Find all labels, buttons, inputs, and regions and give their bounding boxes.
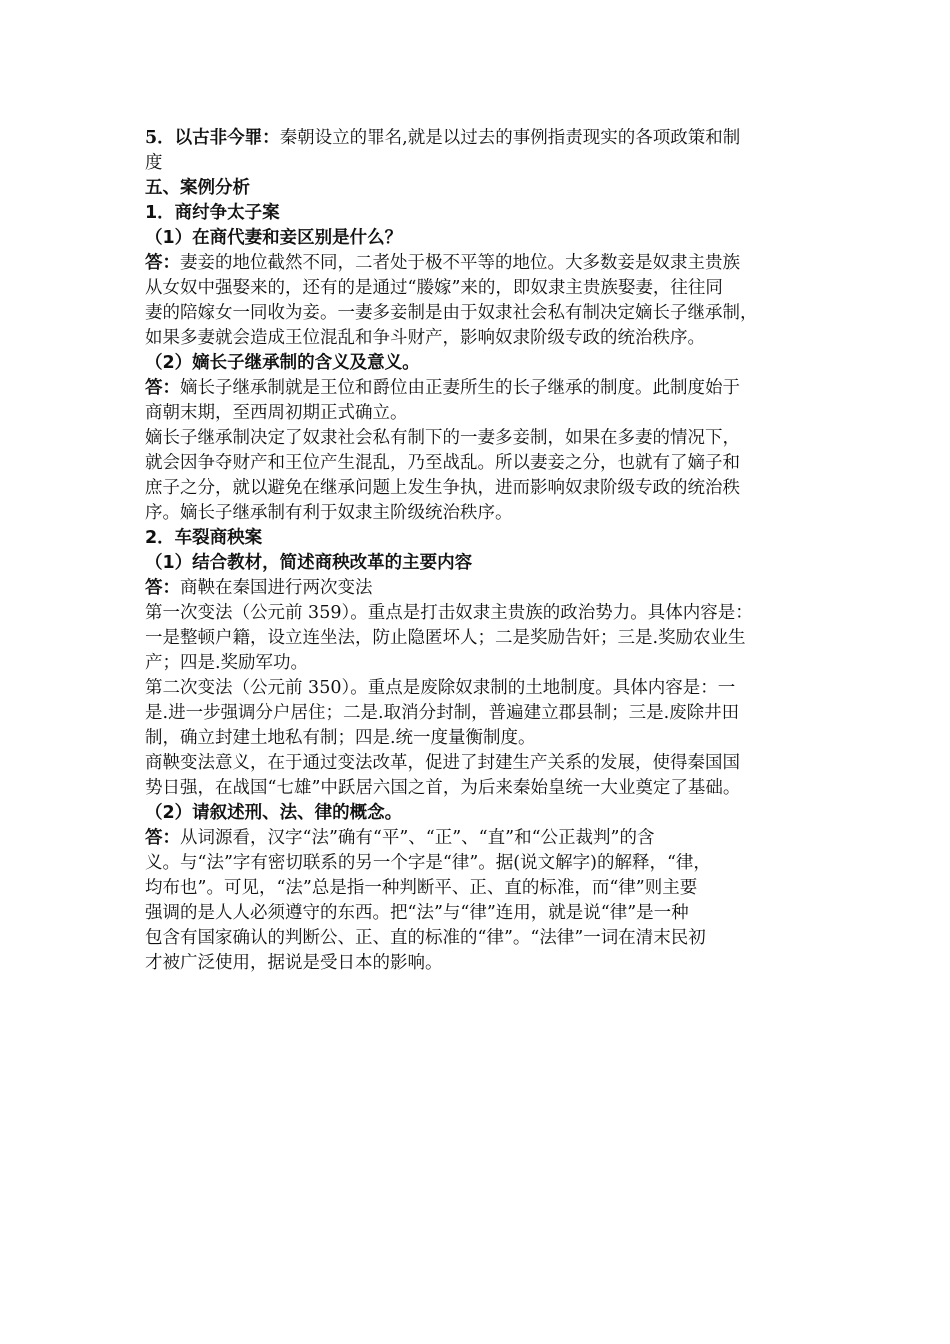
term-label: 5．以古非今罪： xyxy=(145,128,280,148)
question-heading: （2）嫡长子继承制的含义及意义。 xyxy=(145,353,420,373)
case-heading: 1．商纣争太子案 xyxy=(145,203,280,223)
text-line: 强调的是人人必须遵守的东西。把“法”与“律”连用，就是说“律”是一种 xyxy=(145,903,689,923)
text-line: 从女奴中强娶来的，还有的是通过“媵嫁”来的，即奴隶主贵族娶妻，往往同 xyxy=(145,278,723,298)
answer-label: 答： xyxy=(145,253,180,273)
answer-label: 答： xyxy=(145,578,180,598)
text-line: 从词源看，汉字“法”确有“平”、“正”、“直”和“公正裁判”的含 xyxy=(180,828,655,848)
text-line: 妻的陪嫁女一同收为妾。一妻多妾制是由于奴隶社会私有制决定嫡长子继承制， xyxy=(145,303,758,323)
text-line: 第一次变法（公元前 359）。重点是打击奴隶主贵族的政治势力。具体内容是： xyxy=(145,603,753,623)
text-line: 秦朝设立的罪名,就是以过去的事例指责现实的各项政策和制 xyxy=(279,128,741,148)
text-line: 义。与“法”字有密切联系的另一个字是“律”。据(说文解字)的解释，“律， xyxy=(145,853,711,873)
document-body xyxy=(145,126,810,976)
answer-label: 答： xyxy=(145,378,180,398)
question-heading: （2）请叙述刑、法、律的概念。 xyxy=(145,803,403,823)
answer-paragraph xyxy=(145,251,810,351)
text-line: 嫡长子继承制决定了奴隶社会私有制下的一妻多妾制，如果在多妻的情况下， xyxy=(145,428,740,448)
answer-paragraph xyxy=(145,576,810,801)
text-line: 商鞅变法意义，在于通过变法改革，促进了封建生产关系的发展，使得秦国国 xyxy=(145,753,740,773)
case-heading: 2．车裂商秧案 xyxy=(145,528,263,548)
text-line: 均布也”。可见，“法”总是指一种判断平、正、直的标准，而“律”则主要 xyxy=(145,878,698,898)
text-line: 妻妾的地位截然不同，二者处于极不平等的地位。大多数妾是奴隶主贵族 xyxy=(180,253,740,273)
text-line: 庶子之分，就以避免在继承问题上发生争执，进而影响奴隶阶级专政的统治秩 xyxy=(145,478,740,498)
text-line: 嫡长子继承制就是王位和爵位由正妻所生的长子继承的制度。此制度始于 xyxy=(180,378,740,398)
text-line: 产；四是.奖励军功。 xyxy=(145,653,309,673)
text-line: 才被广泛使用，据说是受日本的影响。 xyxy=(145,953,443,973)
text-line: 商鞅在秦国进行两次变法 xyxy=(180,578,373,598)
text-line: 如果多妻就会造成王位混乱和争斗财产，影响奴隶阶级专政的统治秩序。 xyxy=(145,328,705,348)
answer-paragraph xyxy=(145,826,810,976)
text-line: 第二次变法（公元前 350）。重点是废除奴隶制的土地制度。具体内容是：一 xyxy=(145,678,736,698)
text-line: 就会因争夺财产和王位产生混乱，乃至战乱。所以妻妾之分，也就有了嫡子和 xyxy=(145,453,740,473)
text-line: 一是整顿户籍，设立连坐法，防止隐匿坏人；二是奖励告奸；三是.奖励农业生 xyxy=(145,628,746,648)
term-paragraph xyxy=(145,126,810,176)
answer-paragraph xyxy=(145,376,810,526)
text-line: 是.进一步强调分户居住；二是.取消分封制，普遍建立郡县制；三是.废除井田 xyxy=(145,703,740,723)
text-line: 度 xyxy=(145,153,163,173)
text-line: 序。嫡长子继承制有利于奴隶主阶级统治秩序。 xyxy=(145,503,513,523)
question-heading: （1）结合教材，简述商秧改革的主要内容 xyxy=(145,553,473,573)
text-line: 包含有国家确认的判断公、正、直的标准的“律”。“法律”一词在清末民初 xyxy=(145,928,706,948)
text-line: 商朝末期，至西周初期正式确立。 xyxy=(145,403,408,423)
text-line: 势日强，在战国“七雄”中跃居六国之首，为后来秦始皇统一大业奠定了基础。 xyxy=(145,778,741,798)
answer-label: 答： xyxy=(145,828,180,848)
section-heading: 五、案例分析 xyxy=(145,178,250,198)
question-heading: （1）在商代妻和妾区别是什么？ xyxy=(145,228,403,248)
text-line: 制，确立封建土地私有制；四是.统一度量衡制度。 xyxy=(145,728,536,748)
